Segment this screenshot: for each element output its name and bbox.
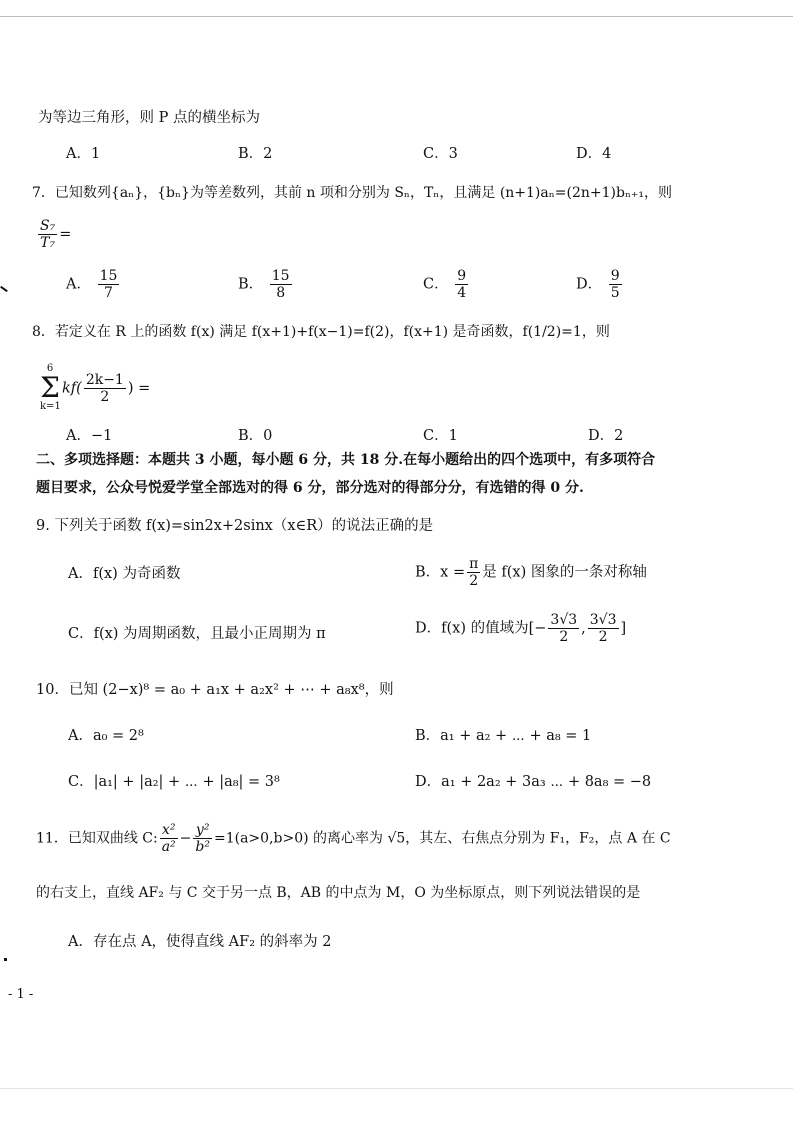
q7-option-b-num: 15 bbox=[271, 268, 290, 284]
q11-stem-post: =1(a>0,b>0) 的离心率为 √5，其左、右焦点分别为 F₁，F₂，点 A 在 C bbox=[213, 830, 671, 847]
q9-option-a: A．f(x) 为奇函数 bbox=[68, 566, 181, 582]
q6-stem-tail: 为等边三角形，则 P 点的横坐标为 bbox=[38, 110, 260, 126]
q8-sum-num: 2k−1 bbox=[85, 372, 124, 388]
q7-option-a-num: 15 bbox=[99, 268, 118, 284]
q9-option-d-post: ] bbox=[620, 620, 627, 637]
footer-rule bbox=[0, 1088, 793, 1089]
q7-option-d-den: 5 bbox=[610, 285, 620, 301]
q9-option-b-pre: B．x = bbox=[415, 564, 466, 581]
q7-option-d-label: D． bbox=[576, 276, 603, 293]
q6-option-c: C．3 bbox=[423, 146, 458, 162]
section2-heading-line1: 二、多项选择题：本题共 3 小题，每小题 6 分，共 18 分.在每小题给出的四个选项中，有多项符合 bbox=[36, 452, 656, 468]
q9-option-b-post: 是 f(x) 图象的一条对称轴 bbox=[482, 564, 647, 581]
q11-y-num: y² bbox=[193, 822, 212, 839]
q8-sum-upper: 6 bbox=[46, 363, 54, 374]
q10-stem: 10．已知 (2−x)⁸ = a₀ + a₁x + a₂x² + ⋯ + a₈x⁸，则 bbox=[36, 682, 394, 698]
q8-option-a: A．−1 bbox=[66, 428, 113, 444]
q8-sum-expression bbox=[62, 372, 150, 405]
q8-option-c: C．1 bbox=[423, 428, 458, 444]
q9-option-b-den: 2 bbox=[469, 573, 479, 589]
q7-option-a-label: A． bbox=[66, 276, 91, 293]
margin-mark bbox=[0, 286, 8, 292]
q10-option-a: A．a₀ = 2⁸ bbox=[68, 728, 144, 744]
q11-y-den: b² bbox=[195, 839, 210, 855]
q7-ask-denominator: T₇ bbox=[40, 235, 56, 251]
q7-option-b-den: 8 bbox=[276, 285, 286, 301]
q7-ask-fraction bbox=[38, 218, 57, 251]
header-rule bbox=[0, 16, 793, 17]
q8-sum-den: 2 bbox=[100, 389, 110, 405]
q11-minus: − bbox=[179, 830, 192, 847]
page-number: - 1 - bbox=[8, 987, 34, 1002]
q7-ask bbox=[36, 218, 71, 251]
q7-option-c-num: 9 bbox=[457, 268, 467, 284]
q7-option-d-num: 9 bbox=[610, 268, 620, 284]
q9-option-b-num: π bbox=[469, 556, 479, 572]
q7-option-a-den: 7 bbox=[104, 285, 113, 301]
section2-heading-line2: 题目要求，公众号悦爱学堂全部选对的得 6 分，部分选对的得部分分，有选错的得 0 分. bbox=[36, 480, 584, 496]
q6-option-d: D．4 bbox=[576, 146, 612, 162]
q11-x-den: a² bbox=[161, 839, 176, 855]
q8-stem: 8．若定义在 R 上的函数 f(x) 满足 f(x+1)+f(x−1)=f(2)，f(x+1) 是奇函数，f(1/2)=1，则 bbox=[32, 324, 610, 340]
q8-summation bbox=[40, 364, 60, 412]
q7-ask-equals: = bbox=[59, 226, 72, 243]
q9-option-d-den2: 2 bbox=[598, 629, 608, 645]
q7-option-a bbox=[66, 268, 121, 301]
q9-option-d-comma: , bbox=[581, 620, 586, 637]
q9-option-d-num2: 3√3 bbox=[589, 612, 617, 628]
q9-option-b bbox=[415, 556, 647, 589]
q9-option-d-den1: 2 bbox=[559, 629, 569, 645]
q9-option-c: C．f(x) 为周期函数，且最小正周期为 π bbox=[68, 626, 326, 642]
q11-stem-line1 bbox=[36, 822, 671, 855]
q8-sum-lower: k=1 bbox=[40, 401, 61, 412]
q11-x-num: x² bbox=[160, 822, 178, 839]
margin-dot bbox=[4, 958, 7, 961]
q7-option-c-label: C． bbox=[423, 276, 449, 293]
q7-option-b-label: B． bbox=[238, 276, 264, 293]
q6-option-a: A．1 bbox=[66, 146, 101, 162]
q10-option-d: D．a₁ + 2a₂ + 3a₃ ⋯ + 8a₈ = −8 bbox=[415, 774, 652, 790]
q9-stem: 9. 下列关于函数 f(x)=sin2x+2sinx（x∈R）的说法正确的是 bbox=[36, 518, 434, 534]
q11-stem-line2: 的右支上，直线 AF₂ 与 C 交于另一点 B，AB 的中点为 M，O 为坐标原点，则下列说法错误的是 bbox=[36, 885, 641, 901]
q8-option-b: B．0 bbox=[238, 428, 273, 444]
q11-stem-pre: 11．已知双曲线 C: bbox=[36, 830, 158, 847]
q7-option-d bbox=[576, 268, 624, 301]
q6-option-b: B．2 bbox=[238, 146, 273, 162]
q8-sum-body-pre: kf( bbox=[62, 380, 82, 397]
q7-stem: 7．已知数列{aₙ}，{bₙ}为等差数列，其前 n 项和分别为 Sₙ，Tₙ，且满足 (n+1)aₙ=(2n+1)bₙ₊₁，则 bbox=[32, 185, 673, 201]
q8-sum-sign: Σ bbox=[40, 371, 60, 404]
q8-option-d: D．2 bbox=[588, 428, 624, 444]
q9-option-d-num1: 3√3 bbox=[550, 612, 578, 628]
q11-option-a: A．存在点 A，使得直线 AF₂ 的斜率为 2 bbox=[68, 934, 332, 950]
q9-option-d bbox=[415, 612, 626, 645]
q8-sum-body-post: ) = bbox=[127, 380, 151, 397]
q7-option-b bbox=[238, 268, 294, 301]
q9-option-d-pre: D．f(x) 的值域为[− bbox=[415, 620, 547, 637]
q7-ask-numerator: S₇ bbox=[40, 218, 56, 234]
q7-option-c-den: 4 bbox=[457, 285, 467, 301]
q10-option-b: B．a₁ + a₂ + ⋯ + a₈ = 1 bbox=[415, 728, 592, 744]
q7-option-c bbox=[423, 268, 470, 301]
q10-option-c: C．|a₁| + |a₂| + ⋯ + |a₈| = 3⁸ bbox=[68, 774, 280, 790]
